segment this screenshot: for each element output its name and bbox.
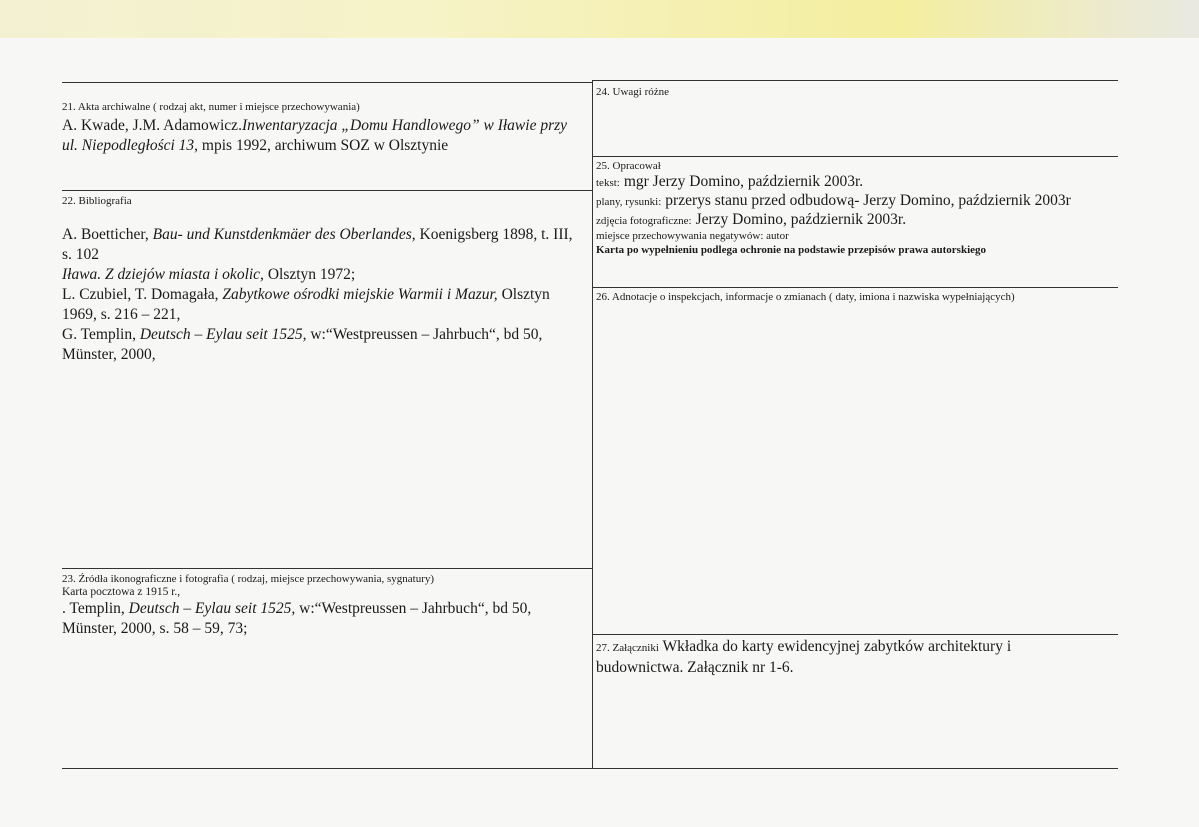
rule-27 bbox=[592, 634, 1118, 635]
right-top-rule bbox=[592, 80, 1118, 81]
bibliography-entry: A. Boetticher, Bau- und Kunstdenkmäer des Oberlandes, Koenigsberg 1898, t. III, s. 102 bbox=[62, 226, 573, 263]
attachments-value: Wkładka do karty ewidencyjnej zabytków architektury i budownictwa. Załącznik nr 1-6. bbox=[596, 638, 1012, 676]
section-25 bbox=[596, 160, 1116, 257]
section-24-label: 24. Uwagi różne bbox=[596, 86, 670, 98]
center-divider bbox=[592, 80, 593, 768]
section-21-text bbox=[62, 116, 586, 156]
section-27-label: 27. Załączniki bbox=[596, 642, 659, 654]
author-photos-row: zdjęcia fotograficzne: Jerzy Domino, październik 2003r. bbox=[596, 211, 907, 228]
archive-authors: A. Kwade, J.M. Adamowicz. bbox=[62, 117, 242, 134]
section-21-label: 21. Akta archiwalne ( rodzaj akt, numer i miejsce przechowywania) bbox=[62, 101, 360, 113]
author-text-row: tekst: mgr Jerzy Domino, październik 2003r. bbox=[596, 173, 864, 190]
left-top-rule bbox=[62, 82, 592, 83]
section-22 bbox=[62, 195, 586, 365]
section-21 bbox=[62, 101, 586, 156]
section-22-label: 22. Bibliografia bbox=[62, 195, 132, 207]
attachments bbox=[596, 637, 1076, 678]
iconography-source: . Templin, Deutsch – Eylau seit 1525, w:“Westpreussen – Jahrbuch“, bd 50, Münster, 2000, s. 58 – 59, 73; bbox=[62, 600, 532, 637]
rule-22 bbox=[62, 190, 592, 191]
bibliography-entry: G. Templin, Deutsch – Eylau seit 1525, w:“Westpreussen – Jahrbuch“, bd 50, Münster, 2000, bbox=[62, 326, 543, 363]
section-26-label: 26. Adnotacje o inspekcjach, informacje o zmianach ( daty, imiona i nazwiska wypełniających) bbox=[596, 291, 1015, 303]
rule-25 bbox=[592, 156, 1118, 157]
section-24 bbox=[596, 86, 1114, 99]
section-25-label: 25. Opracował bbox=[596, 160, 661, 172]
section-26 bbox=[596, 291, 1116, 304]
archive-details: , mpis 1992, archiwum SOZ w Olsztynie bbox=[194, 137, 449, 154]
rule-26 bbox=[592, 287, 1118, 288]
bibliography-entry: L. Czubiel, T. Domagała, Zabytkowe ośrodki miejskie Warmii i Mazur, Olsztyn 1969, s. 216 – 221, bbox=[62, 286, 550, 323]
section-27 bbox=[596, 637, 1076, 678]
bibliography-entry: Iława. Z dziejów miasta i okolic, Olsztyn 1972; bbox=[62, 266, 356, 283]
scan-top-band bbox=[0, 0, 1199, 38]
postcard-line: Karta pocztowa z 1915 r., bbox=[62, 586, 181, 598]
negatives-location: miejsce przechowywania negatywów: autor bbox=[596, 230, 789, 242]
archive-title: Inwentaryzacja „Domu Handlowego” w Iławie przy ul. Niepodległości 13 bbox=[62, 117, 568, 154]
section-23 bbox=[62, 573, 586, 639]
bibliography-list bbox=[62, 225, 586, 365]
author-plans-row: plany, rysunki: przerys stanu przed odbudową- Jerzy Domino, październik 2003r bbox=[596, 192, 1071, 209]
rule-23 bbox=[62, 568, 592, 569]
section-23-label: 23. Źródła ikonograficzne i fotografia ( rodzaj, miejsce przechowywania, sygnatury) bbox=[62, 573, 435, 585]
copyright-note: Karta po wypełnieniu podlega ochronie na podstawie przepisów prawa autorskiego bbox=[596, 244, 987, 256]
bottom-rule bbox=[62, 768, 1118, 769]
